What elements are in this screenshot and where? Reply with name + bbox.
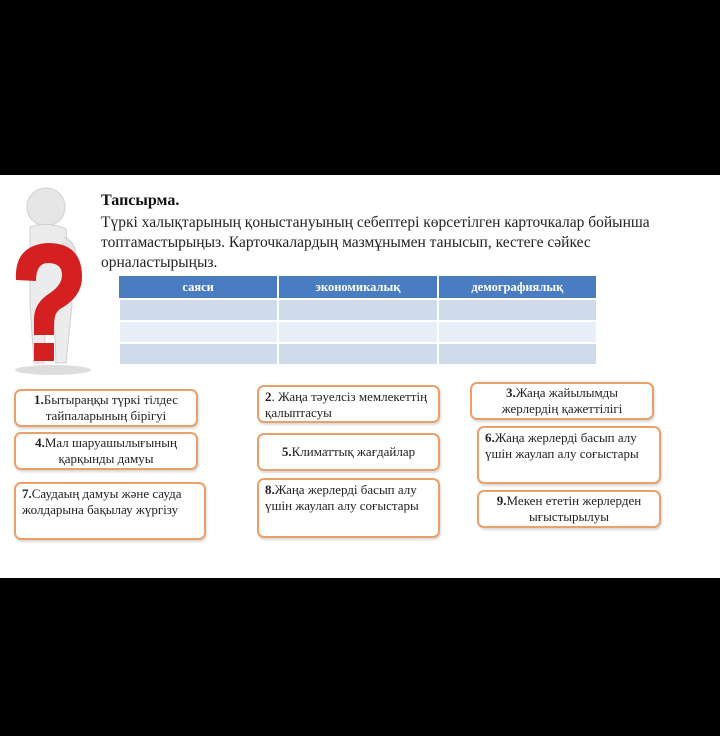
card-text: Жаңа жерлерді басып алу үшін жаулап алу соғыстары — [485, 430, 639, 461]
card-text: Климаттық жағдайлар — [291, 444, 416, 459]
card-3[interactable] — [470, 382, 654, 420]
card-number: 9. — [496, 493, 507, 508]
card-6[interactable] — [477, 426, 661, 484]
table-cell[interactable] — [438, 343, 597, 365]
card-2[interactable] — [257, 385, 440, 423]
table-cell[interactable] — [438, 299, 597, 321]
card-text: Бытыраңқы түркі тілдес тайпаларының бірігуі — [43, 392, 178, 423]
table-cell[interactable] — [119, 299, 278, 321]
card-4[interactable] — [14, 432, 198, 470]
card-number: 2 — [265, 389, 272, 404]
card-1[interactable] — [14, 389, 198, 427]
card-text: Саудаың дамуы және сауда жолдарына бақылау жүргізу — [22, 486, 182, 517]
table-cell[interactable] — [278, 321, 437, 343]
card-7[interactable] — [14, 482, 206, 540]
column-header-demographic: демографиялық — [438, 276, 597, 299]
table-cell[interactable] — [119, 321, 278, 343]
card-number: 1. — [33, 392, 44, 407]
table-row — [119, 299, 597, 321]
column-header-economic: экономикалық — [278, 276, 437, 299]
instruction-text: Түркі халықтарының қоныстануының себептері көрсетілген карточкалар бойынша топтамастырыңыз. Карточкалардың мазмұнымен танысып, кестеге сәйкес орналастырыңыз. — [101, 214, 650, 271]
card-number: 4. — [35, 435, 45, 450]
table-cell[interactable] — [278, 343, 437, 365]
sorting-table — [118, 276, 598, 366]
card-number: 6. — [485, 430, 495, 445]
card-9[interactable] — [477, 490, 661, 528]
card-text: Жаңа жайылымды жерлердің қажеттілігі — [501, 385, 623, 416]
card-text: Мал шаруашылығының қарқынды дамуы — [44, 435, 177, 466]
card-text: Мекен ететін жерлерден ығыстырылуы — [506, 493, 642, 524]
table-row — [119, 343, 597, 365]
table-cell[interactable] — [119, 343, 278, 365]
card-number: 7. — [22, 486, 32, 501]
card-text: . Жаңа тәуелсіз мемлекеттің қалыптасуы — [265, 389, 428, 420]
thinking-figure-question-mark-icon — [8, 185, 98, 375]
card-8[interactable] — [257, 478, 440, 538]
table-cell[interactable] — [438, 321, 597, 343]
card-5[interactable] — [257, 433, 440, 471]
column-header-political: саяси — [119, 276, 278, 299]
table-row — [119, 321, 597, 343]
card-text: Жаңа жерлерді басып алу үшін жаулап алу соғыстары — [265, 482, 419, 513]
card-number: 5. — [281, 444, 292, 459]
page-title: Тапсырма. — [101, 192, 180, 209]
card-number: 3. — [505, 385, 516, 400]
table-cell[interactable] — [278, 299, 437, 321]
card-number: 8. — [265, 482, 275, 497]
